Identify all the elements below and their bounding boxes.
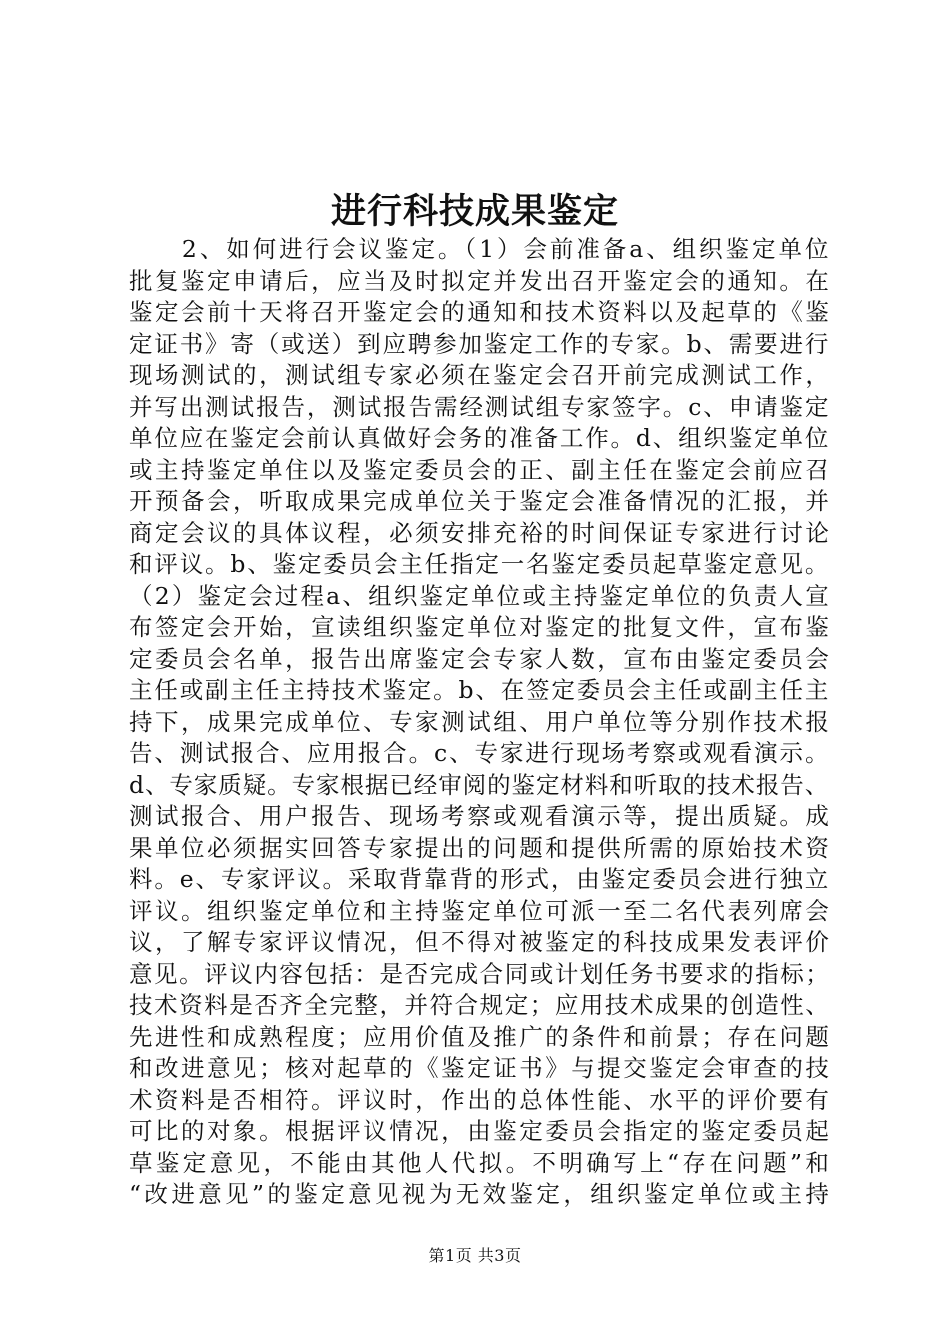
body-line: 主任或副主任主持技术鉴定。b、在签定委员会主任或副主任主	[129, 676, 831, 704]
body-line: 定证书》寄（或送）到应聘参加鉴定工作的专家。b、需要进行	[129, 329, 831, 358]
body-line: 和改进意见；核对起草的《鉴定证书》与提交鉴定会审查的技	[129, 1054, 832, 1082]
body-line: 商定会议的具体议程，必须安排充裕的时间保证专家进行讨论	[129, 518, 832, 547]
body-line: d、专家质疑。专家根据已经审阅的鉴定材料和听取的技术报告、	[129, 770, 830, 799]
body-line: 料。e、专家评议。采取背靠背的形式，由鉴定委员会进行独立	[129, 865, 831, 893]
body-line: 定委员会名单，报告出席鉴定会专家人数，宣布由鉴定委员会	[129, 644, 832, 673]
body-line: 意见。评议内容包括：是否完成合同或计划任务书要求的指标；	[129, 959, 831, 988]
body-line: 果单位必须据实回答专家提出的问题和提供所需的原始技术资	[129, 833, 832, 862]
body-line: 鉴定会前十天将召开鉴定会的通知和技术资料以及起草的《鉴	[129, 298, 832, 326]
body-line: 可比的对象。根据评议情况，由鉴定委员会指定的鉴定委员起	[129, 1117, 832, 1145]
body-line: 或主持鉴定单住以及鉴定委员会的正、副主任在鉴定会前应召	[129, 455, 832, 484]
body-line: 议，了解专家评议情况，但不得对被鉴定的科技成果发表评价	[129, 928, 832, 956]
body-line: 技术资料是否齐全完整，并符合规定；应用技术成果的创造性、	[129, 991, 831, 1019]
body-line: 现场测试的，测试组专家必须在鉴定会召开前完成测试工作，	[129, 361, 832, 389]
body-line: 2、如何进行会议鉴定。（1）会前准备a、组织鉴定单位	[129, 235, 832, 263]
body-line: “改进意见”的鉴定意见视为无效鉴定，组织鉴定单位或主持	[129, 1180, 833, 1208]
page-number-footer: 第1页 共3页	[428, 1246, 522, 1265]
body-line: 布签定会开始，宣读组织鉴定单位对鉴定的批复文件，宣布鉴	[129, 613, 832, 641]
body-line: 测试报合、用户报告、现场考察或观看演示等，提出质疑。成	[129, 802, 832, 830]
body-line: 评议。组织鉴定单位和主持鉴定单位可派一至二名代表列席会	[129, 896, 832, 925]
body-line: 先进性和成熟程度；应用价值及推广的条件和前景；存在问题	[129, 1022, 832, 1051]
body-line: 批复鉴定申请后，应当及时拟定并发出召开鉴定会的通知。在	[129, 266, 832, 295]
body-line: （2）鉴定会过程a、组织鉴定单位或主持鉴定单位的负责人宣	[129, 581, 831, 610]
body-line: 并写出测试报告，测试报告需经测试组专家签字。c、申请鉴定	[129, 392, 831, 421]
body-line: 开预备会，听取成果完成单位关于鉴定会准备情况的汇报，并	[129, 487, 832, 515]
document-title: 进行科技成果鉴定	[330, 191, 619, 232]
body-line: 和评议。b、鉴定委员会主任指定一名鉴定委员起草鉴定意见。	[129, 550, 831, 578]
document-body	[129, 234, 833, 1211]
body-line: 告、测试报合、应用报合。c、专家进行现场考察或观看演示。	[129, 739, 831, 767]
body-line: 草鉴定意见，不能由其他人代拟。不明确写上“存在问题”和	[129, 1148, 833, 1177]
body-line: 持下，成果完成单位、专家测试组、用户单位等分别作技术报	[129, 707, 832, 736]
body-line: 单位应在鉴定会前认真做好会务的准备工作。d、组织鉴定单位	[129, 424, 831, 452]
body-line: 术资料是否相符。评议时，作出的总体性能、水平的评价要有	[129, 1085, 832, 1114]
